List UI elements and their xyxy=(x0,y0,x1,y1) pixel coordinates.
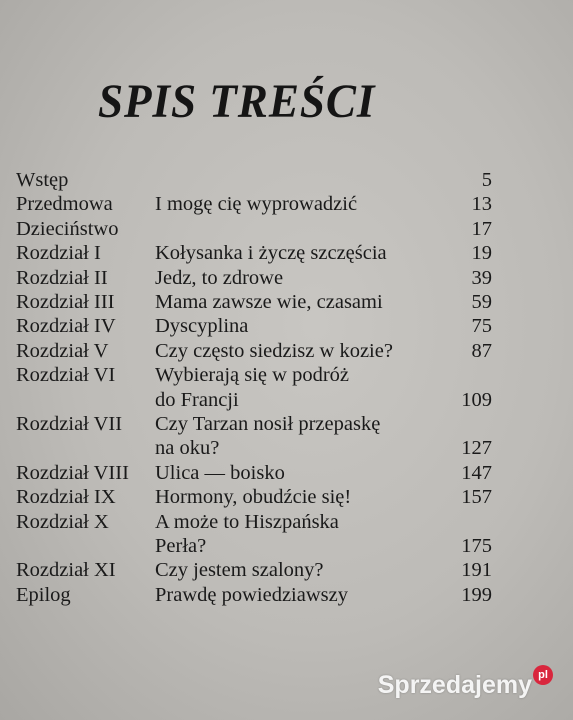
toc-page-number: 191 xyxy=(461,559,492,582)
toc-page-number: 175 xyxy=(461,535,492,558)
toc-page-number: 17 xyxy=(471,217,492,240)
toc-label: Rozdział III xyxy=(16,291,115,313)
toc-page-number: 13 xyxy=(471,193,492,216)
toc-label: Przedmowa xyxy=(16,193,113,216)
toc-label: Rozdział XI xyxy=(16,559,116,582)
toc-page-number: 75 xyxy=(471,315,492,338)
toc-entry xyxy=(16,290,492,314)
toc-label: Rozdział I xyxy=(16,242,101,265)
toc-label: Rozdział VIII xyxy=(16,461,129,484)
toc-page-number: 87 xyxy=(471,339,492,362)
toc-chapter-title: I mogę cię wyprowadzić xyxy=(155,193,358,216)
toc-chapter-title: Wybierają się w podróż xyxy=(155,364,350,387)
toc-chapter-title: Ulica — boisko xyxy=(155,461,285,484)
toc-chapter-title: Dyscyplina xyxy=(155,315,249,338)
toc-entry xyxy=(16,558,492,582)
page-title: SPIS TREŚCI xyxy=(98,75,376,128)
toc-chapter-title: do Francji xyxy=(155,388,239,411)
toc-chapter-title: Perła? xyxy=(155,535,207,558)
toc-entry xyxy=(16,412,492,461)
toc-chapter-title: A może to Hiszpańska xyxy=(155,510,339,533)
toc-chapter-title: Prawdę powiedziawszy xyxy=(155,583,348,606)
watermark-logo xyxy=(378,671,553,700)
toc-page-number: 109 xyxy=(461,388,492,411)
toc-label: Wstęp xyxy=(16,169,69,191)
toc-page-number: 199 xyxy=(461,583,492,606)
toc-page-number: 147 xyxy=(461,461,492,484)
toc-page-number: 5 xyxy=(481,168,492,191)
watermark-badge: pl xyxy=(533,665,553,685)
toc-chapter-title: Hormony, obudźcie się! xyxy=(155,486,352,509)
toc-entry xyxy=(16,363,492,412)
toc-label: Rozdział VII xyxy=(16,413,123,436)
toc-page-number: 19 xyxy=(471,242,492,265)
toc-entry xyxy=(16,314,492,338)
toc-chapter-title: Czy często siedzisz w kozie? xyxy=(155,339,393,362)
toc-label: Epilog xyxy=(16,583,71,606)
watermark-text: Sprzedajemy xyxy=(377,671,532,699)
toc-label: Rozdział IV xyxy=(16,315,116,338)
toc-chapter-title: Jedz, to zdrowe xyxy=(155,266,284,289)
toc-label: Rozdział VI xyxy=(16,364,116,387)
toc-label: Rozdział V xyxy=(16,339,109,362)
toc-entry xyxy=(16,241,492,265)
toc-chapter-title: Czy jestem szalony? xyxy=(155,559,324,582)
toc-entry xyxy=(16,583,492,607)
toc-page-number: 157 xyxy=(461,486,492,509)
toc-entry xyxy=(16,192,492,216)
toc-label: Rozdział IX xyxy=(16,486,116,509)
toc-entry xyxy=(16,510,492,559)
toc-chapter-title: Mama zawsze wie, czasami xyxy=(155,291,383,313)
toc-entry xyxy=(16,217,492,241)
table-of-contents xyxy=(16,168,492,607)
toc-entry xyxy=(16,168,492,192)
toc-entry xyxy=(16,339,492,363)
toc-entry xyxy=(16,485,492,509)
toc-page-number: 127 xyxy=(461,437,492,460)
toc-entry xyxy=(16,266,492,290)
toc-label: Rozdział X xyxy=(16,510,109,533)
toc-chapter-title: Czy Tarzan nosił przepaskę xyxy=(155,413,381,436)
toc-chapter-title: na oku? xyxy=(155,437,220,460)
toc-entry xyxy=(16,461,492,485)
toc-page-number: 39 xyxy=(471,266,492,289)
toc-label: Dzieciństwo xyxy=(16,217,119,240)
toc-label: Rozdział II xyxy=(16,266,108,289)
toc-chapter-title: Kołysanka i życzę szczęścia xyxy=(155,242,387,265)
toc-page-number: 59 xyxy=(471,291,492,313)
